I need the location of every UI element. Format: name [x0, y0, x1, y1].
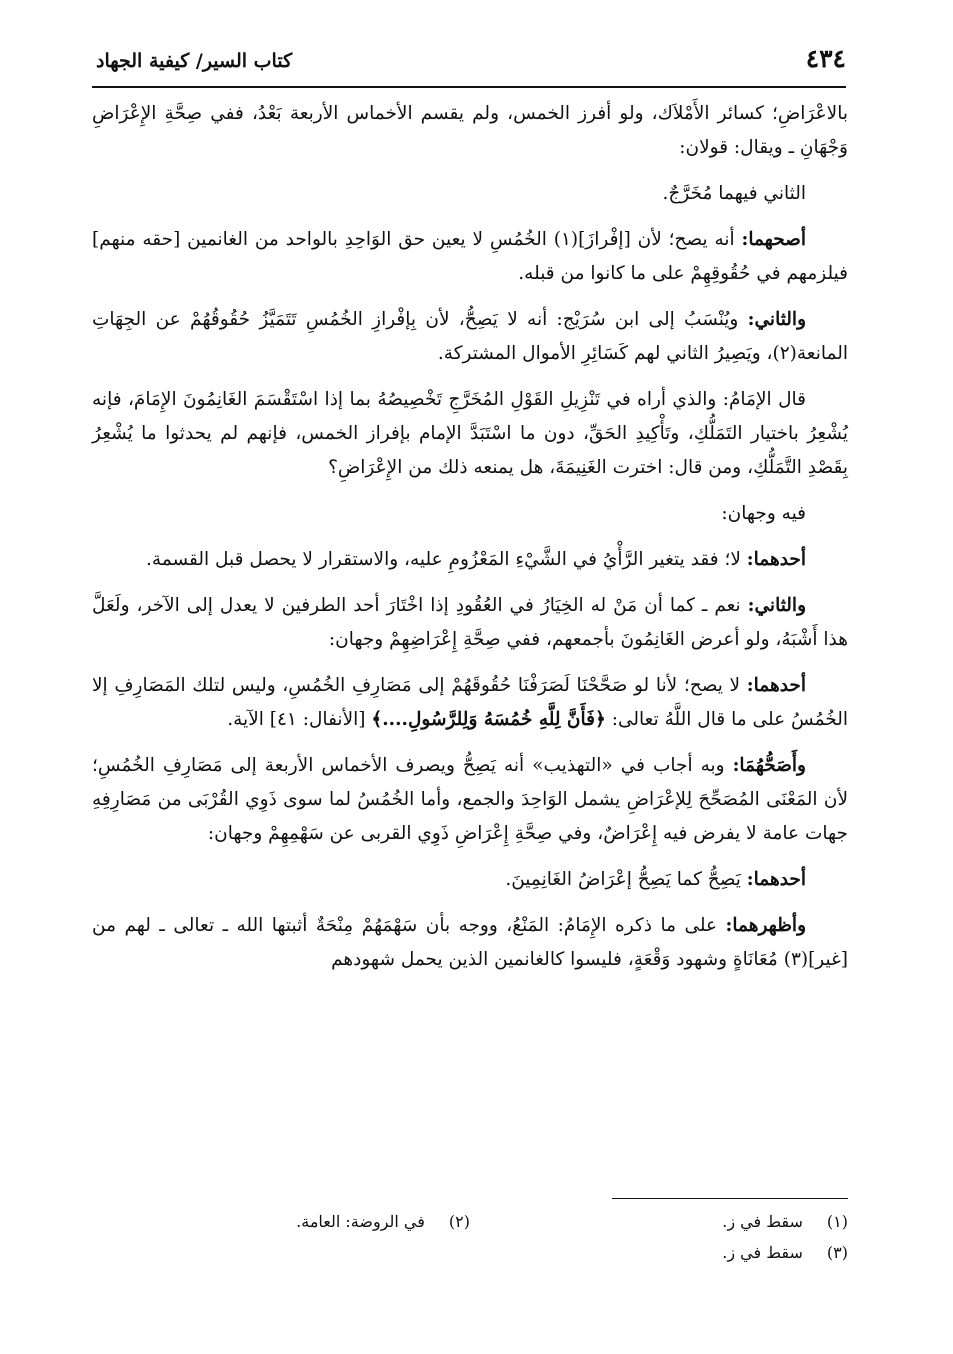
- paragraph-lead: وأَصَحُّهُمَا:: [732, 755, 806, 776]
- footnote-number: (٢): [448, 1212, 470, 1231]
- paragraph-text: بالاعْرَاضِ؛ كسائر الأَمْلاَك، ولو أفرز الخمس، ولم يقسم الأخماس الأربعة بَعْدُ، ففي صِحَّةِ الإِعْرَاضِ وَجْهَانِ ـ ويقال: قولان:: [92, 103, 848, 158]
- footnote-number: (١): [826, 1212, 848, 1231]
- body-text: [92, 97, 848, 989]
- footnotes: [92, 1206, 848, 1268]
- paragraph: [92, 97, 848, 165]
- quran-verse: ﴿فَأَنَّ لِلَّهِ خُمُسَهُ وَلِلرَّسُولِ....﴾: [371, 709, 606, 730]
- paragraph: [92, 383, 848, 485]
- page-header: [92, 34, 846, 88]
- paragraph: [92, 589, 848, 657]
- paragraph: [92, 177, 848, 211]
- footnote-divider: [612, 1198, 848, 1199]
- paragraph-lead: أحدهما:: [746, 549, 806, 570]
- paragraph: [92, 749, 848, 851]
- paragraph-lead: أصحهما:: [741, 229, 806, 250]
- footnote-text: في الروضة: العامة.: [296, 1212, 425, 1231]
- paragraph-text: لا يصح؛ لأنا لو صَحَّحْنَا لَصَرَفْنَا حُقُوقَهُمْ إلى مَصَارِفِ الخُمُسِ، وليس لتلك المَصَارِفِ إلا الخُمُسُ على ما قال اللَّهُ تعالى:: [92, 675, 848, 730]
- verse-reference: [الأنفال: ٤١] الآية.: [227, 709, 372, 730]
- paragraph-text: قال الإمَامُ: والذي أراه في تَنْزِيلِ القَوْلِ المُخَرَّجِ تَخْصِيصُهُ بما إذا اسْتَقْسَمَ الغَانِمُونَ الإِمَامَ، فإنه يُشْعِرُ باختيار التَمَلُّكِ، وتَأْكِيدِ الحَقِّ، دون ما اسْتَبَدَّ الإمام بإفراز الخمس، فإنهم لم يحدثوا ما يُشْعِرُ بِقَصْدِ التَّمَلُّكِ، ومن قال: اخترت الغَنِيمَةَ، هل يمنعه ذلك من الإِعْرَاضِ؟: [92, 389, 848, 478]
- paragraph-text: يَصِحُّ كما يَصِحُّ إعْرَاضُ الغَانِمِينَ.: [505, 869, 747, 890]
- footnote-text: سقط في ز.: [722, 1243, 803, 1262]
- paragraph: [92, 223, 848, 291]
- paragraph: [92, 543, 848, 577]
- paragraph-text: ويُنْسَبُ إلى ابن سُرَيْج: أنه لا يَصِحُّ، لأن بِإفْرازِ الخُمُسِ تَتَمَيَّزُ حُقُوقُهُمْ عن الجِهَاتِ المانعة(٢)، ويَصِيرُ الثاني لهم كَسَائِرِ الأموال المشتركة.: [92, 309, 848, 364]
- paragraph-lead: أحدهما:: [746, 675, 806, 696]
- paragraph-lead: أحدهما:: [746, 869, 806, 890]
- paragraph: [92, 909, 848, 977]
- paragraph-text: فيه وجهان:: [721, 503, 806, 524]
- footnote-text: سقط في ز.: [722, 1212, 803, 1231]
- paragraph-text: وبه أجاب في «التهذيب» أنه يَصِحُّ ويصرف الأخماس الأربعة إلى مَصَارِفِ الخُمُسِ؛ لأن المَعْنَى المُصَحِّحَ لِلإعْرَاضِ يشمل الوَاحِدَ والجمع، وأما الخُمُسُ لما سوى ذَوِي القُرْبَى من مَصَارِفِهِ جهات عامة لا يفرض فيه إِعْرَاضٌ، وفي صِحَّةِ إِعْرَاضِ ذَوِي القربى عن سَهْمِهِمْ وجهان:: [92, 755, 848, 844]
- paragraph-lead: والثاني:: [747, 595, 806, 616]
- running-title: كتاب السير/ كيفية الجهاد: [96, 50, 293, 72]
- paragraph: [92, 303, 848, 371]
- paragraph-text: أنه يصح؛ لأن [إفْرازَ](١) الخُمُسِ لا يعين حق الوَاحِدِ بالواحد من الغانمين [حقه منهم] فيلزمهم في حُقُوقِهِمْ على ما كانوا من قبله.: [92, 229, 848, 284]
- page-number: ٤٣٤: [805, 44, 846, 73]
- paragraph-lead: وأظهرهما:: [725, 915, 806, 936]
- paragraph-text: الثاني فيهما مُخَرَّجٌ.: [662, 183, 806, 204]
- paragraph: [92, 669, 848, 737]
- paragraph: [92, 497, 848, 531]
- paragraph: [92, 863, 848, 897]
- paragraph-lead: والثاني:: [747, 309, 806, 330]
- footnote: [470, 1237, 848, 1268]
- paragraph-text: لا؛ فقد يتغير الرَّأْيُ في الشَّيْءِ المَعْزُومِ عليه، والاستقرار لا يحصل قبل القسمة.: [146, 549, 747, 570]
- footnote: [470, 1206, 848, 1237]
- footnote-number: (٣): [826, 1243, 848, 1262]
- paragraph-text: على ما ذكره الإِمَامُ: المَنْعُ، ووجه بأن سَهْمَهُمْ مِنْحَةٌ أثبتها الله ـ تعالى ـ لهم من [غير](٣) مُعَانَاةٍ وشهود وَقْعَةٍ، فليسوا كالغانمين الذين يحمل شهودهم: [92, 915, 848, 970]
- footnote-row: [92, 1206, 848, 1237]
- footnote-row: [92, 1237, 848, 1268]
- paragraph-text: نعم ـ كما أن مَنْ له الخِيَارُ في العُقُودِ إذا اخْتَارَ أحد الطرفين لا يعدل إلى الآخر، ولَعَلَّ هذا أَشْبَهُ، ولو أعرض الغَانِمُونَ بأجمعهم، ففي صِحَّةِ إِعْرَاضِهِمْ وجهان:: [92, 595, 848, 650]
- footnote: [92, 1206, 470, 1237]
